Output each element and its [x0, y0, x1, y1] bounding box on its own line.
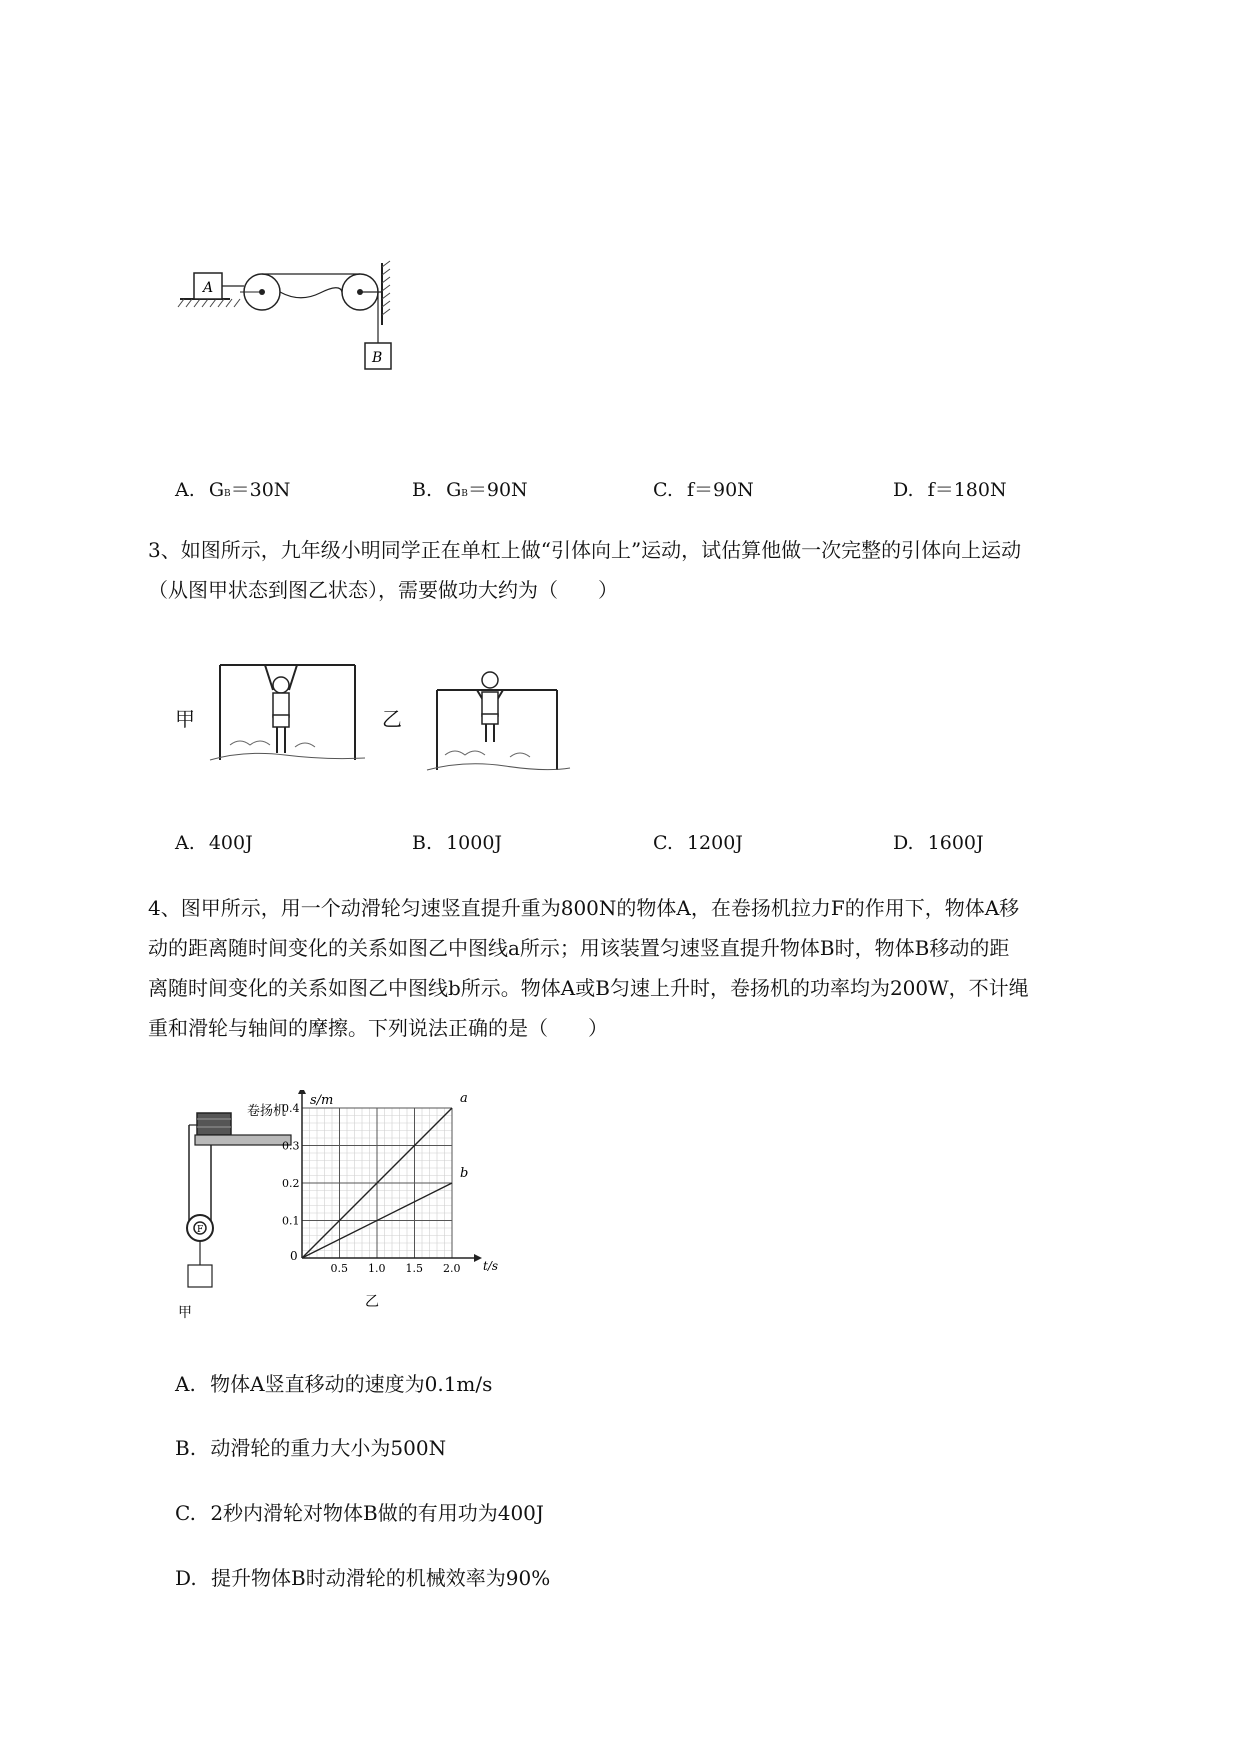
series-label-b: b: [460, 1166, 469, 1181]
q4-winch-figure: [175, 1095, 295, 1320]
q4-option-a: A. 物体A竖直移动的速度为0.1m/s: [175, 1372, 493, 1396]
y-tick-label: 0.4: [282, 1102, 300, 1115]
q3-label-jia: 甲: [175, 707, 195, 731]
q4-stem: [148, 888, 1158, 1048]
y-tick-label: 0.3: [282, 1139, 300, 1153]
q3-label-yi: 乙: [382, 707, 402, 731]
option-letter: A.: [175, 832, 195, 854]
x-tick-label: 0.5: [330, 1262, 348, 1275]
y-tick-label: 0.1: [282, 1214, 300, 1228]
winch-label: 卷扬机: [247, 1104, 287, 1119]
q3-option-d: D. 1600J: [893, 832, 984, 854]
series-label-a: a: [460, 1091, 468, 1106]
q3-option-a: A. 400J: [175, 832, 253, 854]
y-axis-label: s/m: [310, 1093, 334, 1108]
q2-pulley-figure: [170, 255, 410, 385]
q4-label-jia: 甲: [178, 1305, 192, 1320]
q3-stem: [148, 530, 1158, 610]
x-tick-label: 1.0: [368, 1262, 386, 1275]
q4-line-2: 动的距离随时间变化的关系如图乙中图线a所示；用该装置匀速竖直提升物体B时，物体B移动的距: [148, 936, 1010, 960]
y-axis-arrow: [298, 1090, 306, 1094]
option-letter: A.: [175, 1372, 196, 1396]
option-letter: D.: [893, 479, 914, 501]
q3-option-c: C. 1200J: [653, 832, 743, 854]
x-tick-label: 1.5: [405, 1262, 423, 1275]
option-letter: C.: [175, 1501, 196, 1525]
q3-line-1: 3、如图所示，九年级小明同学正在单杠上做“引体向上”运动，试估算他做一次完整的引体向上运动: [148, 538, 1022, 562]
svg-text:F: F: [197, 1225, 204, 1235]
option-letter: D.: [893, 832, 914, 854]
x-axis-arrow: [474, 1254, 482, 1262]
q2-option-c: C. f＝90N: [653, 479, 754, 501]
chart-axes: [298, 1090, 482, 1262]
chart-series: [302, 1091, 468, 1258]
q4-st-chart: [280, 1090, 530, 1335]
x-tick-label: 2.0: [443, 1262, 461, 1275]
q4-label-yi: 乙: [365, 1294, 379, 1310]
option-letter: B.: [412, 479, 433, 501]
q4-line-1: 4、图甲所示，用一个动滑轮匀速竖直提升重为800N的物体A，在卷扬机拉力F的作用下，物体A移: [148, 896, 1020, 920]
q4-line-4: 重和滑轮与轴间的摩擦。下列说法正确的是（ ）: [148, 1016, 608, 1040]
option-letter: A.: [175, 479, 195, 501]
block-a-label: A: [203, 280, 214, 296]
q3-line-2: （从图甲状态到图乙状态），需要做功大约为（ ）: [148, 578, 618, 602]
option-letter: B.: [175, 1436, 197, 1460]
option-letter: C.: [653, 479, 673, 501]
q3-figure-yi: [425, 660, 575, 780]
q4-option-c: C. 2秒内滑轮对物体B做的有用功为400J: [175, 1501, 544, 1525]
y-tick-label: 0.2: [282, 1177, 300, 1190]
q2-option-b: B. GB＝90N: [412, 479, 528, 501]
q4-option-b: B. 动滑轮的重力大小为500N: [175, 1436, 447, 1460]
q4-option-d: D. 提升物体B时动滑轮的机械效率为90%: [175, 1566, 551, 1590]
q3-figure-jia: [205, 655, 375, 770]
option-letter: B.: [412, 832, 433, 854]
option-letter: C.: [653, 832, 673, 854]
option-letter: D.: [175, 1566, 197, 1590]
origin-label: 0: [290, 1249, 298, 1263]
block-b-label: B: [372, 350, 383, 366]
q2-option-d: D. f＝180N: [893, 479, 1007, 501]
q2-option-a: A. GB＝30N: [175, 479, 291, 501]
q4-line-3: 离随时间变化的关系如图乙中图线b所示。物体A或B匀速上升时，卷扬机的功率均为200W，不计绳: [148, 976, 1029, 1000]
x-axis-label: t/s: [483, 1259, 499, 1273]
q3-option-b: B. 1000J: [412, 832, 503, 854]
